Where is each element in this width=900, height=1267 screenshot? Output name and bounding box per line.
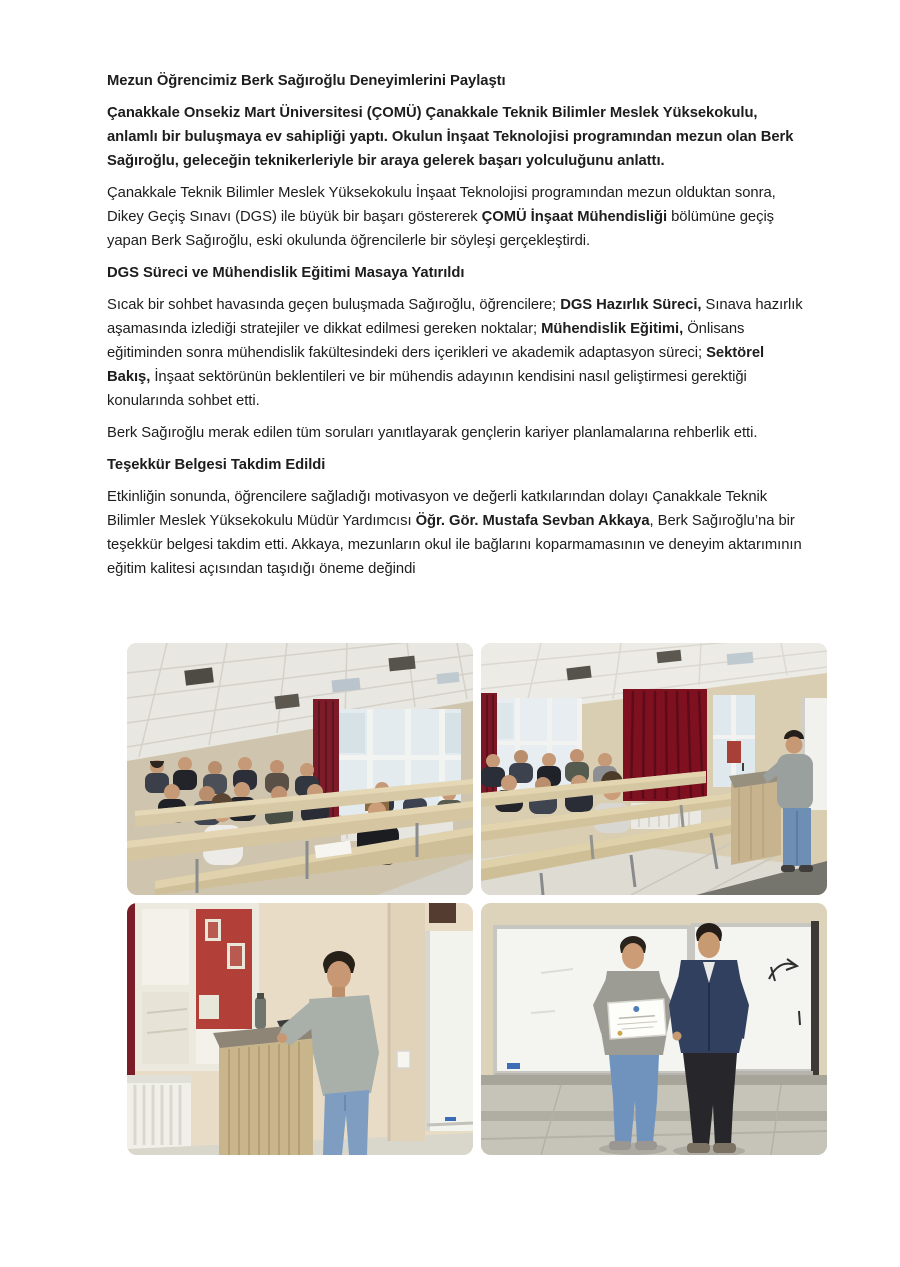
paragraph-certificate <box>107 485 807 581</box>
bold-keyword: Öğr. Gör. Mustafa Sevban Akkaya <box>415 513 650 529</box>
article-title: Mezun Öğrencimiz Berk Sağıroğlu Deneyimlerini Paylaştı <box>107 73 506 89</box>
bold-keyword: DGS Hazırlık Süreci, <box>560 297 702 313</box>
bold-keyword: Sektörel Bakış, <box>107 345 765 385</box>
certificate-presentation-illustration <box>481 903 827 1155</box>
text-segment: Sıcak bir sohbet havasında geçen buluşmada Sağıroğlu, öğrencilere; <box>107 297 561 313</box>
paragraph-guidance: Berk Sağıroğlu merak edilen tüm soruları yanıtlayarak gençlerin kariyer planlamalarına rehberlik etti. <box>107 425 758 441</box>
photo-grid <box>127 643 827 1155</box>
paragraph-topics <box>107 293 807 413</box>
right-window <box>713 695 755 787</box>
article-body <box>107 69 807 589</box>
text-segment: Etkinliğin sonunda, öğrencilere sağladığı motivasyon ve değerli katkılarından dolayı Çanakkale Teknik Bilimler Meslek Yüksekokulu Müdür Yardımcısı <box>107 489 768 529</box>
text-segment: Sınava hazırlık aşamasında izlediği stratejiler ve dikkat edilmesi gereken noktalar; <box>107 297 803 337</box>
speaker-classroom-illustration <box>481 643 827 895</box>
section-heading-dgs: DGS Süreci ve Mühendislik Eğitimi Masaya Yatırıldı <box>107 265 465 281</box>
text-segment: Önlisans eğitiminden sonra mühendislik fakültesindeki ders içerikleri ve akademik adaptasyon süreci; <box>107 321 745 361</box>
radiator <box>127 1075 191 1155</box>
text-segment: Çanakkale Teknik Bilimler Meslek Yüksekokulu İnşaat Teknolojisi programından mezun olduktan sonra, Dikey Geçiş Sınavı (DGS) ile büyük bir başarı göstererek <box>107 185 776 225</box>
photo-speaker-classroom-wide[interactable] <box>481 643 827 895</box>
whiteboard <box>425 903 473 1131</box>
text-segment: İnşaat sektörünün beklentileri ve bir mühendis adayının kendisini nasıl geliştirmesi gerektiği konularında sohbet etti. <box>107 369 747 409</box>
paragraph-dgs-transfer <box>107 181 807 253</box>
text-segment: bölümüne geçiş yapan Berk Sağıroğlu, eski okulunda öğrencilerle bir söyleşi gerçekleştirdi. <box>107 209 775 249</box>
bold-keyword: Mühendislik Eğitimi, <box>541 321 684 337</box>
photo-speaker-lectern-closeup[interactable] <box>127 903 473 1155</box>
classroom-audience-illustration <box>127 643 473 895</box>
photo-classroom-audience[interactable] <box>127 643 473 895</box>
certificate <box>608 999 666 1039</box>
bold-keyword: ÇOMÜ İnşaat Mühendisliği <box>481 209 668 225</box>
door-column <box>389 903 425 1141</box>
lead-paragraph: Çanakkale Onsekiz Mart Üniversitesi (ÇOMÜ) Çanakkale Teknik Bilimler Meslek Yüksekokulu, anlamlı bir buluşmaya ev sahipliği yaptı. Okulun İnşaat Teknolojisi programından mezun olan Berk Sağıroğlu, geleceğin teknikerleriyle bir araya gelerek başarı yolculuğunu anlattı. <box>107 105 794 169</box>
text-segment: , Berk Sağıroğlu’na bir teşekkür belgesi takdim etti. Akkaya, mezunların okul ile bağlarını koparmamasının ve deneyim aktarımının eğitim kalitesi açısından taşıdığı öneme değindi <box>107 513 802 577</box>
photo-certificate-presentation[interactable] <box>481 903 827 1155</box>
speaker-lectern-illustration <box>127 903 473 1155</box>
section-heading-certificate: Teşekkür Belgesi Takdim Edildi <box>107 457 326 473</box>
